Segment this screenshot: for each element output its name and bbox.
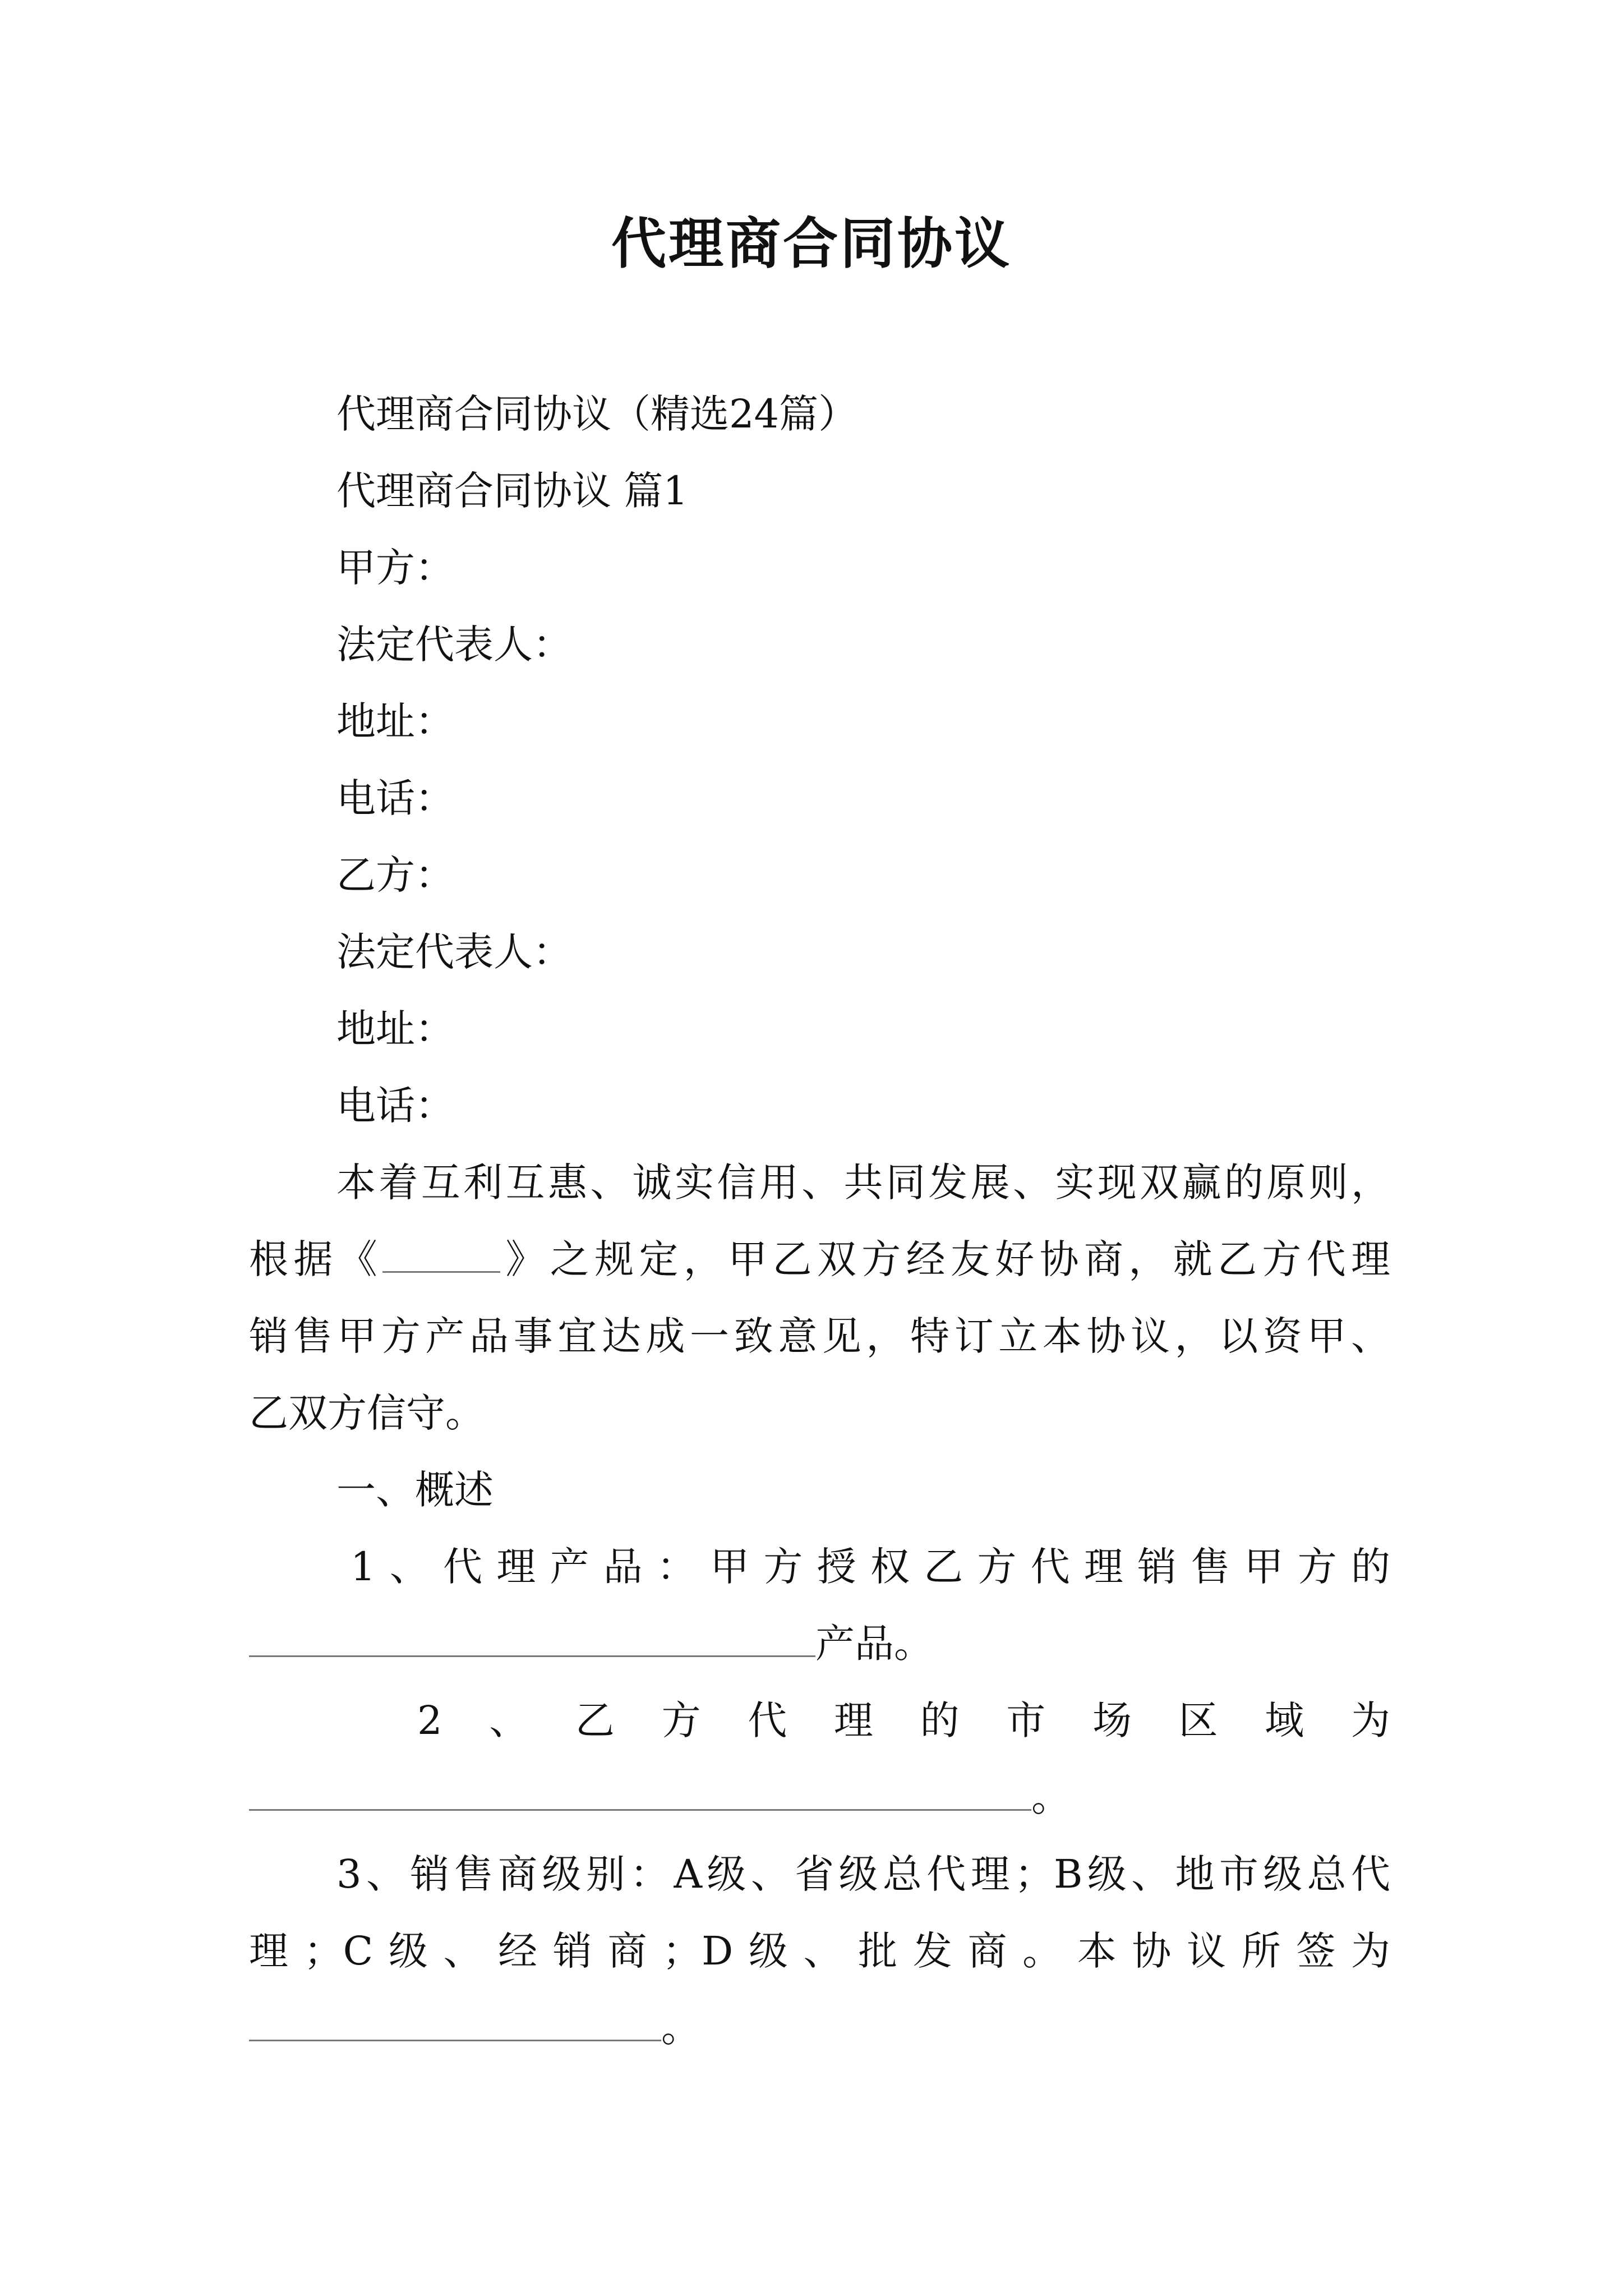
party-a-name-label: 甲方： [336,545,454,591]
document-subtitle: 代理商合同协议（精选24篇） [336,391,858,437]
party-a-phone-label: 电话： [336,775,454,821]
item2-line-1: 2、乙方代理的市场区域为 [417,1697,1390,1743]
intro-line-3: 销售甲方产品事宜达成一致意见，特订立本协议，以资甲、 [249,1313,1390,1359]
intro-line-4: 乙双方信守。 [249,1390,485,1436]
intro-line-1: 本着互利互惠、诚实信用、共同发展、实现双赢的原则， [336,1159,1390,1205]
law-name-blank [382,1232,500,1273]
item3-line-2: 理；C级、经销商；D级、批发商。本协议所签为 [249,1928,1390,1974]
intro-line-2 [249,1221,1390,1298]
intro-line-2b: 》之规定，甲乙双方经友好协商，就乙方代理 [500,1236,1391,1282]
item1-line-1: 1、代理产品：甲方授权乙方代理销售甲方的 [351,1544,1390,1590]
item3-line-1: 3、销售商级别：A级、省级总代理；B级、地市级总代 [336,1851,1390,1897]
party-b-name-label: 乙方： [336,852,454,898]
market-area-blank [249,1770,1031,1811]
document-title: 代理商合同协议 [611,212,1012,276]
product-blank [249,1616,815,1657]
intro-line-2a: 根据《 [249,1236,383,1282]
overview-heading: 一、概述 [336,1467,494,1513]
party-b-phone-label: 电话： [336,1083,454,1129]
party-a-rep-label: 法定代表人： [336,622,572,668]
item2-line-2 [249,1759,1390,1836]
level-blank [249,2000,661,2041]
item1-line-2 [249,1605,1390,1682]
item3-line-3 [249,1990,1390,2067]
item1-line-2-text: 产品。 [815,1621,933,1667]
item2-end: 。 [1031,1774,1071,1820]
item3-end: 。 [661,2005,700,2051]
party-a-address-label: 地址： [336,698,454,744]
party-b-rep-label: 法定代表人： [336,929,572,975]
party-b-address-label: 地址： [336,1006,454,1052]
section-heading: 代理商合同协议 篇1 [336,468,688,514]
